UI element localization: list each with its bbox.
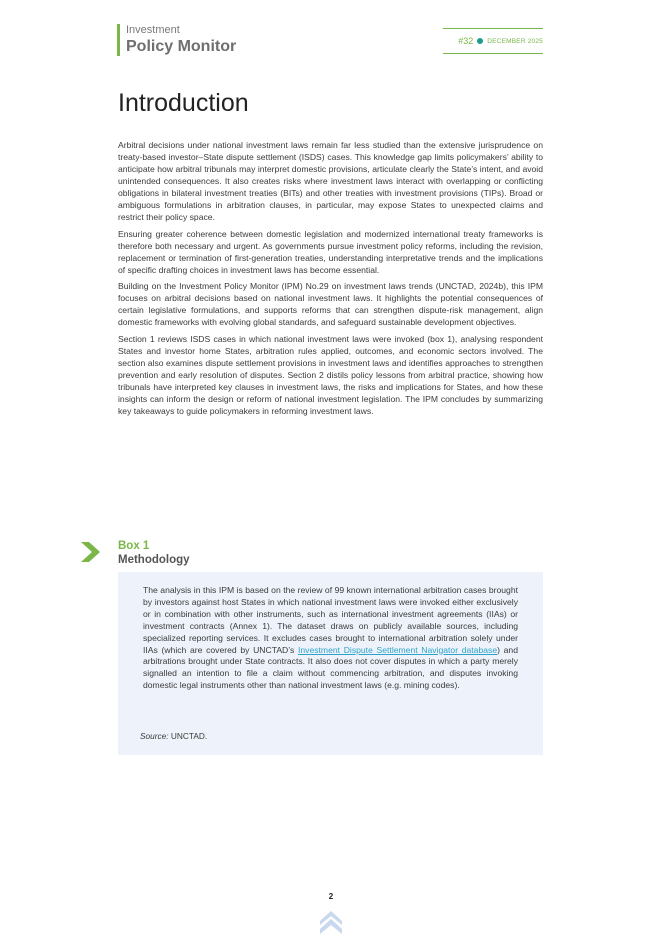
box-source (140, 731, 207, 741)
box-text-before-link: The analysis in this IPM is based on the review of 99 known international arbitration cases brought by investors against host States in which national investment laws were invoked either exclusively or in combination with other instruments, such as international investment agreements (IIAs) or investment contracts (Annex 1). The dataset draws on publicly available sources, including specialized reporting services. It excludes cases brought to international arbitration solely under IIAs (which are covered by UNCTAD’s (143, 585, 518, 655)
brand-logo (117, 24, 236, 56)
source-value: UNCTAD. (170, 731, 208, 741)
chevron-up-icon[interactable] (319, 910, 343, 936)
box-body (143, 585, 518, 692)
methodology-box (118, 572, 543, 755)
issue-number: #32 (458, 36, 474, 46)
brand-line-1: Investment (126, 24, 180, 36)
box-text-after-link: ) and arbitrations brought under State contracts. It also does not cover disputes in which a party merely signalled an intention to file a claim without commencing arbitration, and disputes invoking domestic legal instruments other than national investment laws (e.g. mining codes). (143, 644, 518, 691)
paragraph-2: Ensuring greater coherence between domestic legislation and modernized international treaty frameworks is therefore both necessary and urgent. As governments pursue investment policy reforms, including the revision, replacement or termination of first-generation treaties, understanding interpretative trends and the implications of specific drafting choices in investment laws has become essential. (118, 228, 543, 275)
paragraph-4: Section 1 reviews ISDS cases in which national investment laws were invoked (box 1), analysing respondent States and investor home States, arbitration rules applied, outcomes, and economic sectors involved. The section also examines dispute settlement provisions in investment laws and identifies approaches to strengthen prevention and early resolution of disputes. Section 2 distils policy lessons from arbitral practice, showing how tribunals have interpreted key clauses in investment laws, the risks and implications for States, and how these insights can inform the design or reform of national investment legislation. The IPM concludes by summarizing key takeaways to guide policymakers in reforming investment laws. (118, 334, 543, 417)
brand-line-2: Policy Monitor (126, 38, 237, 55)
body-text (118, 140, 543, 423)
page-number: 2 (328, 892, 334, 901)
paragraph-1: Arbitral decisions under national investment laws remain far less studied than the extensive jurisprudence on treaty-based investor–State dispute settlement (ISDS) cases. This knowledge gap limits policymakers’ ability to anticipate how arbitral tribunals may interpret domestic provisions, articulate clearly the State’s intent, and avoid unintended consequences. It also creates risks where investment laws interact with overlapping or conflicting obligations in bilateral investment treaties (BITs) and other treaties with investment provisions (TIPs). Broad or ambiguous formulations in arbitration clauses, in particular, may expose States to unexpected claims and restrict their policy space. (118, 140, 543, 222)
dot-icon (477, 38, 483, 44)
issue-info (443, 28, 543, 54)
paragraph-3: Building on the Investment Policy Monitor (IPM) No.29 on investment laws trends (UNCTAD, 2024b), this IPM focuses on arbitral decisions based on national investment laws. It highlights the potential consequences of certain legislative formulations, and supports reforms that can strengthen dispute-risk management, align domestic frameworks with evolving global standards, and safeguard sustainable development objectives. (118, 281, 543, 328)
issue-date: DECEMBER 2025 (487, 37, 543, 45)
navigator-database-link[interactable]: Investment Dispute Settlement Navigator database (298, 644, 498, 655)
chevron-right-icon (80, 541, 102, 563)
box-title: Methodology (118, 554, 190, 566)
page-title: Introduction (118, 89, 249, 117)
source-label: Source: (140, 731, 169, 741)
box-label: Box 1 (118, 540, 150, 552)
